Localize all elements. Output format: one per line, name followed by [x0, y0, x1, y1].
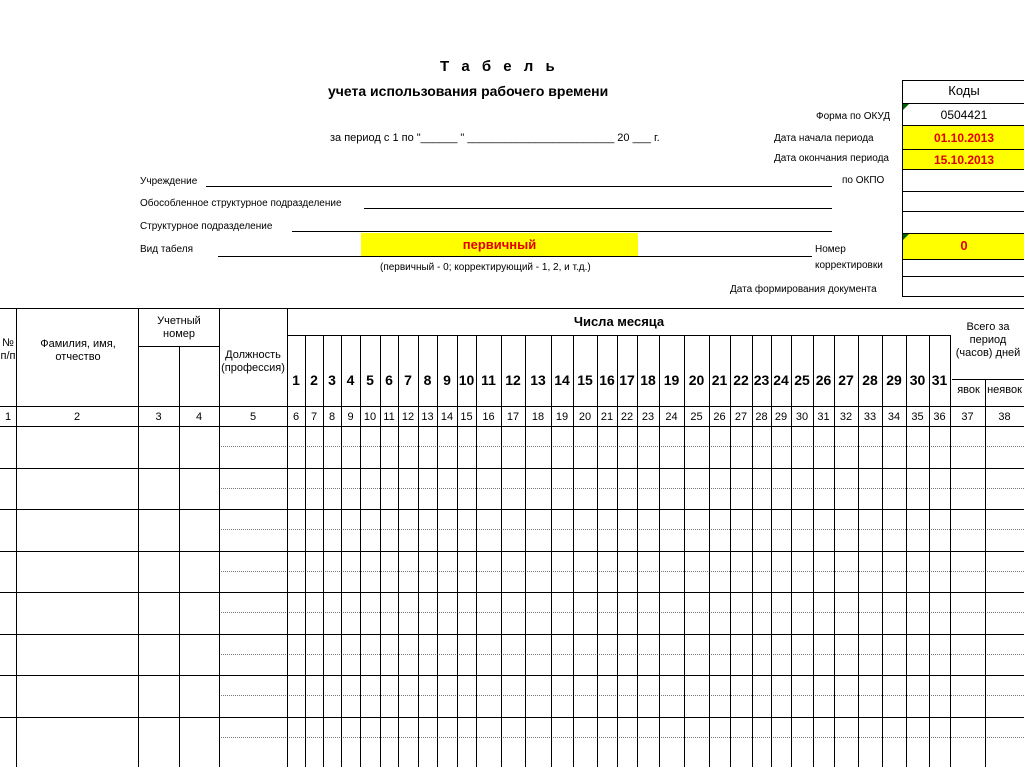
day-header-cell: 26 [815, 372, 832, 388]
column-number-cell: 32 [839, 411, 853, 423]
day-header-cell: 16 [599, 372, 615, 388]
col-days-title: Числа месяца [573, 314, 665, 329]
table-col-line [985, 379, 986, 767]
day-header-cell: 11 [481, 372, 496, 388]
table-row-dotted-line [219, 737, 1024, 738]
codes-header: Коды [948, 83, 980, 98]
start-date-label: Дата начала периода [774, 133, 874, 144]
correction-label-2: корректировки [815, 260, 883, 271]
column-number-cell: 34 [887, 411, 901, 423]
okud-value[interactable]: 0504421 [903, 103, 1024, 125]
day-header-cell: 3 [328, 372, 336, 388]
day-header-cell: 21 [711, 372, 728, 388]
column-number-cell: 4 [195, 411, 203, 423]
day-header-cell: 24 [773, 372, 789, 388]
table-row-line [0, 717, 1024, 718]
separate-unit-field[interactable] [364, 208, 832, 209]
institution-label: Учреждение [140, 176, 198, 187]
table-top-border [0, 308, 1024, 309]
day-header-cell: 18 [640, 372, 656, 388]
table-col-line [771, 335, 772, 767]
institution-field[interactable] [206, 186, 832, 187]
day-header-cell: 27 [838, 372, 854, 388]
table-col-line [882, 335, 883, 767]
document-subtitle: учета использования рабочего времени [328, 83, 609, 99]
column-number-cell: 36 [933, 411, 946, 423]
day-header-cell: 2 [310, 372, 318, 388]
column-number-cell: 28 [755, 411, 768, 423]
table-col-line [380, 335, 381, 767]
table-col-line [360, 335, 361, 767]
header-bottom-line [0, 406, 1024, 407]
day-header-cell: 29 [886, 372, 902, 388]
column-number-cell: 15 [460, 411, 473, 423]
table-row-dotted-line [219, 529, 1024, 530]
table-col-line [16, 308, 17, 767]
column-number-cell: 16 [482, 411, 495, 423]
table-col-line [551, 335, 552, 767]
number-row-bottom [0, 426, 1024, 427]
table-col-line [219, 308, 220, 767]
okud-label: Форма по ОКУД [816, 111, 891, 122]
start-date-value[interactable]: 01.10.2013 [903, 125, 1024, 149]
correction-label-1: Номер [815, 244, 846, 255]
table-row-line [0, 592, 1024, 593]
day-header-cell: 22 [733, 372, 749, 388]
table-col-line [858, 335, 859, 767]
table-row-line [0, 468, 1024, 469]
table-row-dotted-line [219, 654, 1024, 655]
day-header-cell: 9 [443, 372, 451, 388]
table-row-line [0, 509, 1024, 510]
codes-box [902, 80, 1024, 297]
table-col-line [617, 335, 618, 767]
table-row-dotted-line [219, 446, 1024, 447]
table-row-line [0, 634, 1024, 635]
table-row-dotted-line [219, 571, 1024, 572]
table-col-line [398, 335, 399, 767]
table-col-line [834, 335, 835, 767]
table-col-line [950, 335, 951, 767]
day-header-cell: 10 [458, 372, 475, 388]
table-col-line [597, 335, 598, 767]
table-col-line [573, 335, 574, 767]
days-title-line [287, 335, 950, 336]
column-number-cell: 13 [421, 411, 434, 423]
table-col-line [179, 346, 180, 767]
column-number-cell: 11 [383, 411, 395, 423]
day-header-cell: 19 [663, 372, 680, 388]
column-number-cell: 29 [774, 411, 788, 423]
column-number-cell: 35 [911, 411, 924, 423]
correction-extra [903, 259, 1024, 276]
column-number-cell: 8 [328, 411, 336, 423]
day-header-cell: 1 [292, 372, 300, 388]
end-date-label: Дата окончания периода [774, 153, 889, 164]
okpo-value[interactable] [903, 169, 1024, 191]
table-col-line [418, 335, 419, 767]
column-number-cell: 14 [440, 411, 454, 423]
table-col-line [791, 335, 792, 767]
table-col-line [341, 335, 342, 767]
day-header-cell: 6 [385, 372, 393, 388]
table-col-line [138, 308, 139, 767]
correction-number-value[interactable]: 0 [903, 233, 1024, 259]
column-number-cell: 27 [734, 411, 748, 423]
day-header-cell: 25 [794, 372, 810, 388]
col-position-header: Должность (профессия) [221, 349, 285, 374]
table-col-line [305, 335, 306, 767]
table-col-line [501, 335, 502, 767]
column-number-cell: 31 [817, 411, 830, 423]
column-number-cell: 3 [155, 411, 162, 423]
day-header-cell: 7 [404, 372, 412, 388]
col-total-header: Всего за период (часов) дней [955, 321, 1021, 359]
table-row-dotted-line [219, 488, 1024, 489]
end-date-value[interactable]: 15.10.2013 [903, 149, 1024, 169]
table-col-line [457, 335, 458, 767]
column-number-cell: 37 [961, 411, 974, 423]
day-header-cell: 15 [577, 372, 593, 388]
col-no-header: № п/п [0, 337, 16, 362]
day-header-cell: 17 [619, 372, 635, 388]
day-header-cell: 20 [688, 372, 705, 388]
table-row-line [0, 675, 1024, 676]
column-number-cell: 12 [401, 411, 415, 423]
table-col-line [437, 335, 438, 767]
day-header-cell: 8 [423, 372, 432, 388]
day-header-cell: 23 [753, 372, 770, 388]
column-number-cell: 10 [363, 411, 377, 423]
column-number-cell: 26 [713, 411, 726, 423]
column-number-cell: 21 [600, 411, 614, 423]
col-name-header: Фамилия, имя, отчество [40, 338, 116, 363]
column-number-cell: 2 [73, 411, 81, 423]
struct-unit-code[interactable] [903, 211, 1024, 233]
column-number-cell: 19 [555, 411, 569, 423]
day-header-cell: 31 [931, 372, 948, 388]
table-row-dotted-line [219, 612, 1024, 613]
table-col-line [709, 335, 710, 767]
day-header-cell: 5 [366, 372, 374, 388]
total-split-line [952, 379, 1024, 380]
day-header-cell: 13 [530, 372, 546, 388]
column-number-cell: 20 [578, 411, 592, 423]
table-row-line [0, 551, 1024, 552]
tabel-type-label: Вид табеля [140, 244, 193, 255]
col-absent-header: неявок [987, 384, 1022, 396]
column-number-cell: 6 [292, 411, 300, 423]
separate-unit-code[interactable] [903, 191, 1024, 211]
struct-unit-field[interactable] [292, 231, 832, 232]
col-present-header: явок [957, 384, 980, 396]
formation-date-value[interactable] [903, 276, 1024, 298]
column-number-cell: 7 [310, 411, 318, 423]
table-col-line [730, 335, 731, 767]
okpo-label: по ОКПО [842, 175, 885, 186]
separate-unit-label: Обособленное структурное подразделение [140, 198, 342, 209]
column-number-cell: 22 [620, 411, 634, 423]
period-line: за период с 1 по "______ " ________________________ 20 ___ г. [330, 132, 660, 144]
column-number-cell: 18 [531, 411, 545, 423]
column-number-cell: 23 [641, 411, 655, 423]
column-number-cell: 1 [4, 411, 12, 423]
column-number-cell: 5 [249, 411, 257, 423]
table-col-line [659, 335, 660, 767]
day-header-cell: 12 [505, 372, 521, 388]
table-col-line [476, 335, 477, 767]
col-account-header: Учетный номер [157, 315, 201, 340]
column-number-cell: 9 [347, 411, 354, 423]
column-number-cell: 17 [506, 411, 520, 423]
column-number-cell: 33 [863, 411, 877, 423]
table-col-line [929, 335, 930, 767]
table-col-line [813, 335, 814, 767]
formation-date-label: Дата формирования документа [730, 284, 877, 295]
table-col-line [684, 335, 685, 767]
table-col-line [906, 335, 907, 767]
table-col-line [323, 335, 324, 767]
day-header-cell: 30 [909, 372, 926, 388]
column-number-cell: 24 [665, 411, 678, 423]
day-header-cell: 4 [346, 372, 355, 388]
table-col-line [637, 335, 638, 767]
day-header-cell: 28 [862, 372, 878, 388]
tabel-type-value[interactable]: первичный [361, 233, 638, 257]
tabel-type-hint: (первичный - 0; корректирующий - 1, 2, и т.д.) [380, 262, 591, 273]
table-col-line [525, 335, 526, 767]
document-title: Т а б е л ь [440, 58, 559, 75]
tabel-type-field [218, 256, 812, 257]
day-header-cell: 14 [554, 372, 570, 388]
column-number-cell: 38 [998, 411, 1011, 423]
table-row-dotted-line [219, 695, 1024, 696]
struct-unit-label: Структурное подразделение [140, 221, 273, 232]
table-col-line [752, 335, 753, 767]
column-number-cell: 25 [690, 411, 703, 423]
column-number-cell: 30 [795, 411, 809, 423]
